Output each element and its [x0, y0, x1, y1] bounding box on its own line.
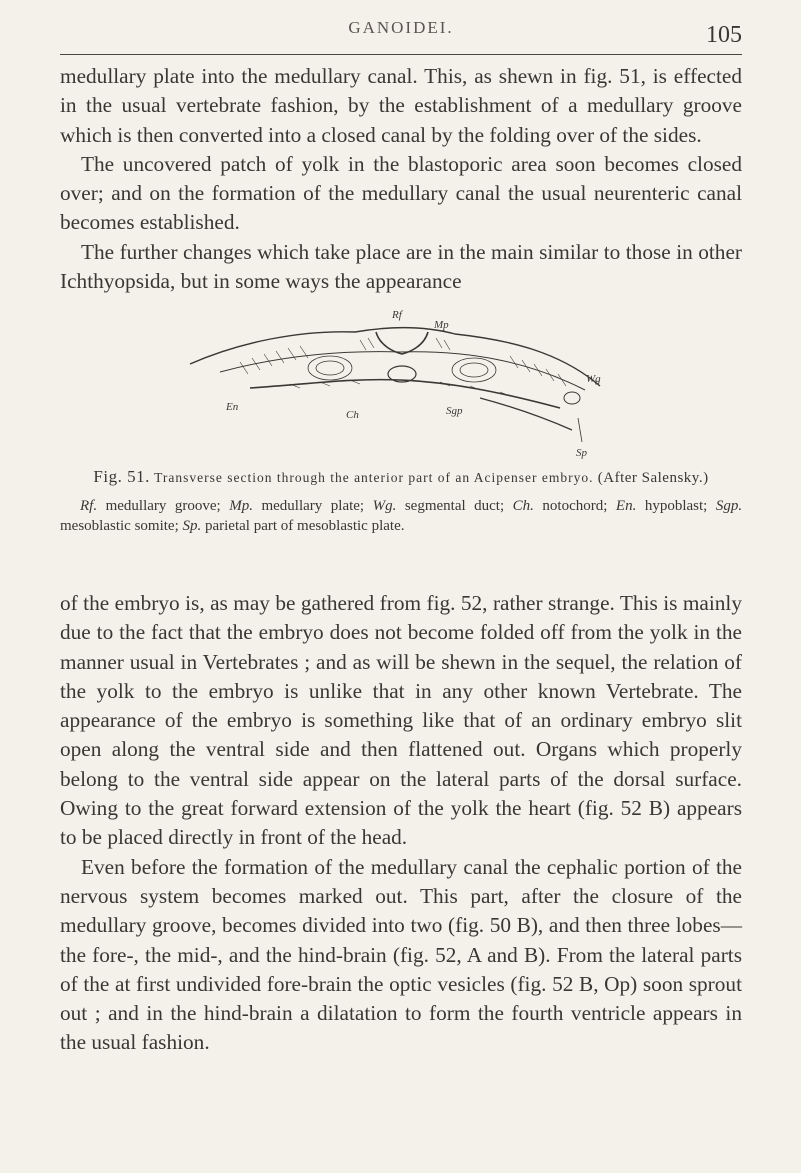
hypoblast-line	[250, 380, 560, 408]
label-sgp: Sgp	[446, 405, 463, 417]
embryo-section-figure	[180, 306, 620, 466]
label-rf: Rf	[392, 309, 402, 321]
sp-pointer	[578, 418, 582, 442]
cell-hatching	[240, 338, 566, 396]
label-mp: Mp	[434, 319, 449, 331]
legend-entry: Sgp. mesoblastic somite;	[60, 498, 743, 534]
legend-entry: Sp. parietal part of mesoblastic plate.	[182, 518, 405, 534]
label-en: En	[226, 401, 239, 413]
caption-title	[60, 467, 742, 488]
caption-legend	[60, 496, 742, 536]
paragraph: The further changes which take place are in the main similar to those in other Ichthyopsida, but in some ways the appearance	[60, 239, 742, 294]
medullary-groove	[376, 332, 428, 354]
inner-contour	[220, 352, 585, 390]
legend-entry: Rf. medullary groove;	[80, 498, 221, 514]
legend-entry: Wg. segmental duct;	[372, 498, 505, 514]
caption-source: (After Salensky.)	[597, 470, 709, 486]
caption-heading: Transverse section through the anterior part of an Acipenser embryo.	[154, 470, 594, 485]
header-rule	[60, 54, 742, 55]
legend-entry: Ch. notochord;	[512, 498, 608, 514]
figure-number: Fig. 51.	[93, 467, 150, 486]
legend-entry: Mp. medullary plate;	[229, 498, 365, 514]
parietal-plate	[480, 398, 572, 430]
label-wg: Wg	[586, 373, 601, 385]
running-title: GANOIDEI.	[348, 18, 454, 37]
page-number: 105	[706, 22, 742, 48]
segmental-duct	[564, 392, 580, 404]
paragraph: of the embryo is, as may be gathered from fig. 52, rather strange. This is mainly due to the fact that the embryo does not become folded off from the yolk in the manner usual in Vertebrates ; and as will be shewn in the sequel, the relation of the yolk to the embryo is unlike that in any other known Vertebrate. The appearance of the embryo is something like that of an ordinary embryo slit open along the ventral side and then flattened out. Organs which properly belong to the ventral side appear on the lateral parts of the dorsal surface. Owing to the great forward extension of the yolk the heart (fig. 52 B) appears to be placed directly in front of the head.	[60, 591, 742, 850]
figure-caption	[60, 467, 742, 536]
paragraph: Even before the formation of the medullary canal the cephalic portion of the nervous system becomes marked out. This part, after the closure of the medullary groove, becomes divided into two (fig. 50 B), and then three lobes—the fore-, the mid-, and the hind-brain (fig. 52, A and B). From the lateral parts of the at first undivided fore-brain the optic vesicles (fig. 52 B, Op) soon sprout out ; and in the hind-brain a dilatation to form the fourth ventricle appears in the usual fashion.	[60, 854, 742, 1055]
label-ch: Ch	[346, 409, 359, 421]
body-text-top	[60, 62, 742, 296]
legend-entry: En. hypoblast;	[615, 498, 708, 514]
paragraph: The uncovered patch of yolk in the blastoporic area soon becomes closed over; and on the formation of the medullary canal the usual neurenteric canal becomes established.	[60, 151, 742, 235]
page-header	[60, 18, 742, 52]
label-sp: Sp	[576, 447, 587, 459]
paragraph: medullary plate into the medullary canal. This, as shewn in fig. 51, is effected in the usual vertebrate fashion, by the establishment of a medullary groove which is then converted into a closed canal by the folding over of the sides.	[60, 64, 742, 147]
outer-contour	[190, 328, 600, 386]
mesoblastic-somites	[308, 356, 496, 382]
body-text-bottom	[60, 589, 742, 1058]
